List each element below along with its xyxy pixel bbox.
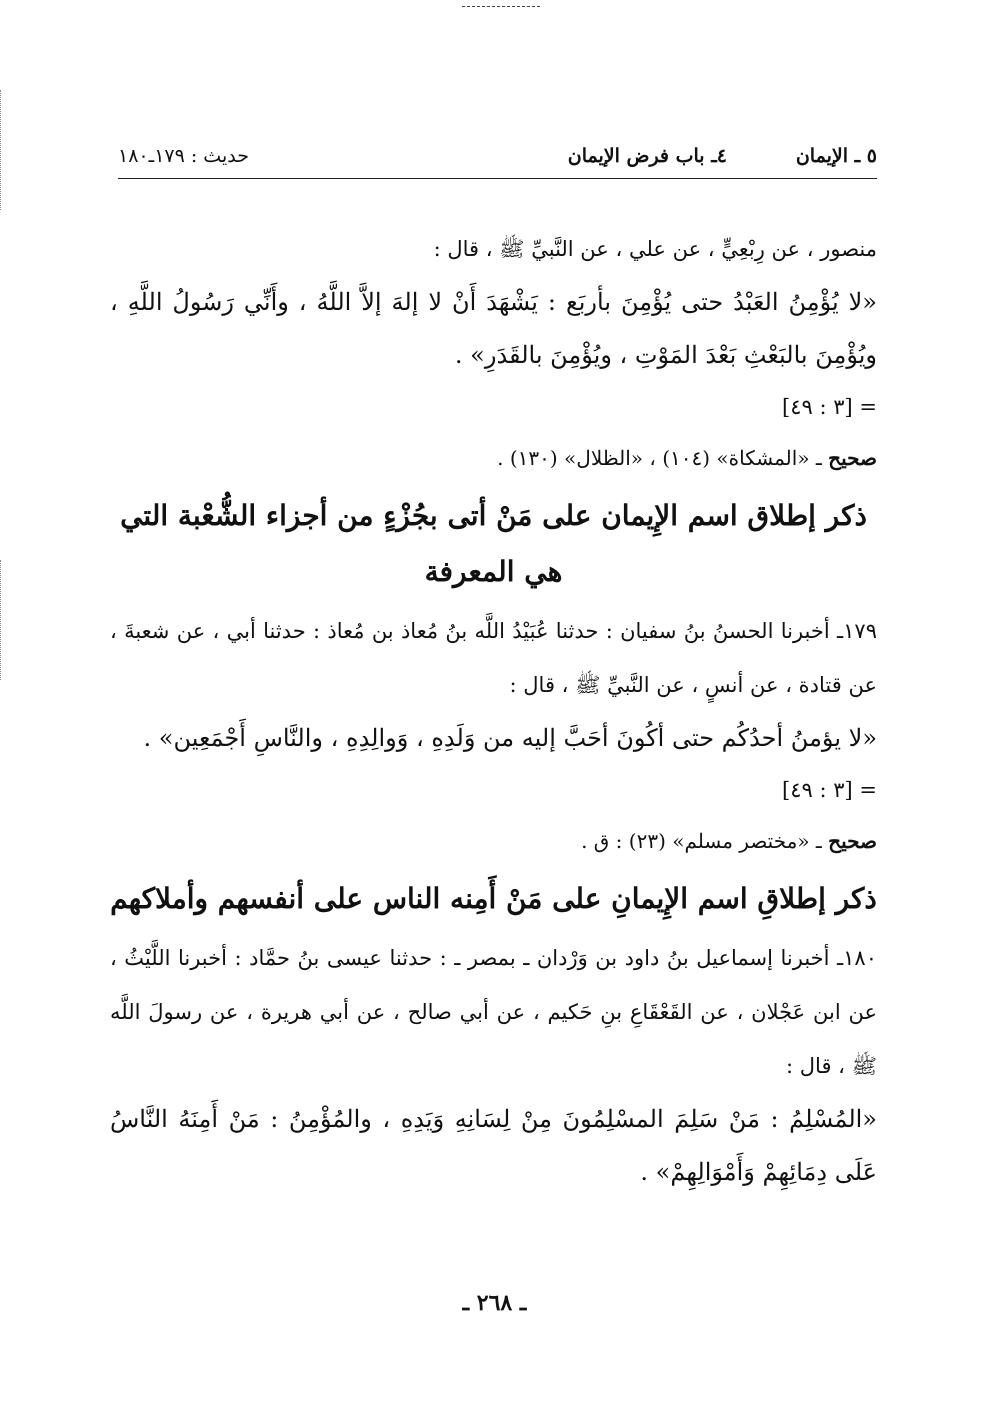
isnad-text: منصور ، عن رِبْعِيٍّ ، عن علي ، عن النَّبيِّ ﷺ ، قال : — [433, 237, 877, 261]
header-chapter: ٥ ـ الإيمان — [795, 145, 877, 167]
grade-label: صحيح — [828, 829, 877, 853]
page-number: ـ ٢٦٨ ـ — [462, 1290, 527, 1316]
hadith-text: «لا يؤمنُ أحدُكُم حتى أكُونَ أحَبَّ إليه من وَلَدِهِ ، وَوالِدِهِ ، والنَّاسِ أَجْمَعِين» . — [143, 724, 877, 752]
cross-reference: = [٣ : ٤٩] — [782, 778, 877, 802]
margin-mark — [0, 90, 1, 210]
grade-sources: ـ «مختصر مسلم» (٢٣) : ق . — [581, 829, 829, 853]
margin-mark — [0, 560, 1, 680]
section-title: ذكر إطلاقِ اسم الإِيمانِ على مَنْ أَمِنه الناس على أنفسهم وأملاكهم — [110, 882, 877, 915]
section-title: ذكر إطلاق اسم الإِيمان على مَنْ أتى بجُزْءٍ من أجزاء الشُّعْبة التي هي المعرفة — [120, 499, 867, 588]
page-body — [110, 222, 877, 1199]
hadith-text: «المُسْلِمُ : مَنْ سَلِمَ المسْلِمُونَ مِنْ لِسَانِهِ وَيَدِهِ ، والمُؤْمِنُ : مَنْ أَمِنَهُ النَّاسُ عَلَى دِمَائِهِمْ وَأَمْوَالِهِمْ» . — [110, 1105, 877, 1186]
top-rule — [462, 6, 540, 7]
hadith-text: «لا يُؤْمِنُ العَبْدُ حتى يُؤْمِنَ بأربَع : يَشْهَدَ أَنْ لا إلهَ إلاَّ اللَّهُ ، وأَنِّي رَسُولُ اللَّهِ ، ويُؤْمِنَ بالبَعْثِ بَعْدَ المَوْتِ ، ويُؤْمِنَ بالقَدَرِ» . — [110, 288, 877, 369]
running-header — [118, 142, 877, 179]
isnad-text: ١٧٩ـ أخبرنا الحسنُ بنُ سفيان : حدثنا عُبَيْدُ اللَّه بنُ مُعاذ بن مُعاذ : حدثنا أبي ، عن شعبةَ ، عن قتادة ، عن أنسٍ ، عن النَّبيِّ ﷺ ، قال : — [110, 619, 877, 697]
grade-label: صحيح — [828, 446, 877, 470]
isnad-text: ١٨٠ـ أخبرنا إسماعيل بنُ داود بن وَرْدان ـ بمصر ـ : حدثنا عيسى بنُ حمَّاد : أخبرنا اللَّيْثُ ، عن ابن عَجْلان ، عن القَعْقَاعِ بنِ حَكيم ، عن أبي صالح ، عن أبي هريرة ، عن رسولَ اللَّه ﷺ ، قال : — [110, 946, 877, 1078]
grade-sources: ـ «المشكاة» (١٠٤) ، «الظلال» (١٣٠) . — [497, 446, 829, 470]
header-hadith-range: حديث : ١٧٩ـ١٨٠ — [118, 145, 249, 167]
header-bab: ٤ـ باب فرض الإيمان — [567, 145, 727, 167]
hadith-grading — [110, 815, 877, 867]
cross-reference: = [٣ : ٤٩] — [782, 395, 877, 419]
hadith-grading — [110, 432, 877, 484]
